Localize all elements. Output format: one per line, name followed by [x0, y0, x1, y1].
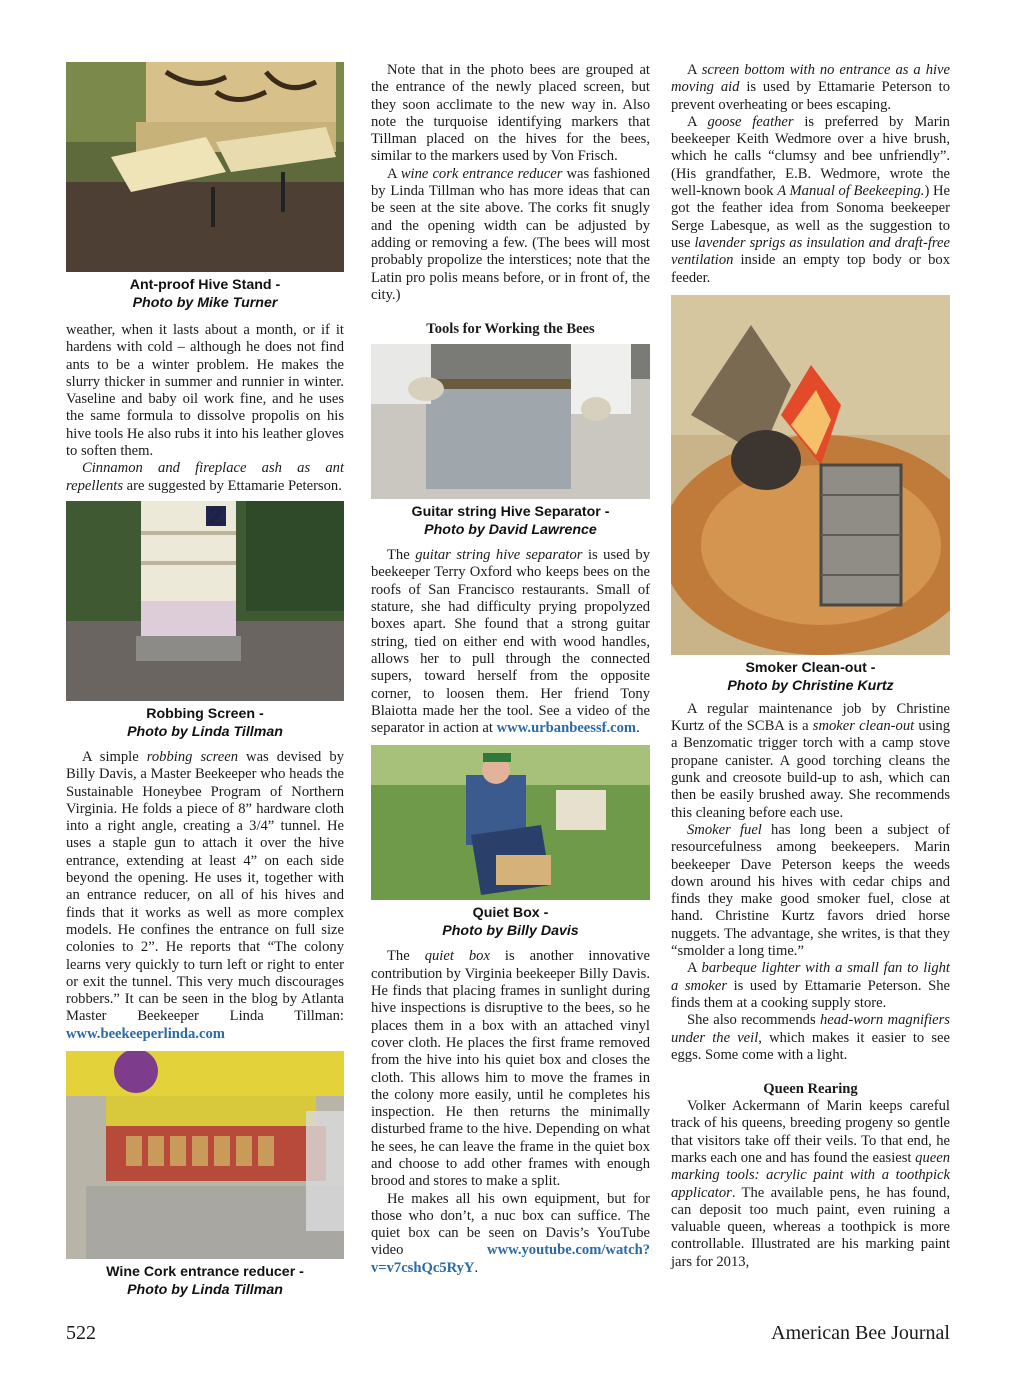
- emphasis: quiet box: [424, 948, 490, 965]
- photo-smoker-clean-out: [671, 295, 950, 655]
- paragraph-smoker-fuel: [671, 822, 950, 960]
- emphasis: smoker clean-out: [812, 718, 915, 735]
- text: is used by beekeeper Terry Oxford who keeps bees on the roofs of San Francisco restaurants. Small of stature, she had difficulty prying propolyzed boxes apart. She found that a strong guitar string, tied on either end with wood handles, allows her to pull through the connected supers, toward herself from the opposite corner, to loosen them. Her friend Tony Blaiotta made her the tool. See a video of the separator in action at: [371, 547, 651, 737]
- caption-smoker-clean-out: [671, 659, 950, 695]
- caption-credit: Photo by Linda Tillman: [127, 1282, 283, 1299]
- emphasis: Smoker fuel: [687, 821, 762, 838]
- paragraph: weather, when it lasts about a month, or if it hardens with cold – although he does not find ants to be a winter problem. He makes the slurry thicker in summer and runnier in winter. Vaseline and baby oil work fine, and he uses the same formula to dissolve propolis on his hive tools He also rubs it into his leather gloves to soften them.: [66, 322, 344, 460]
- text: is another innovative contribution by Virginia beekeeper Billy Davis. He finds that placing frames in sunlight during hive inspections is disruptive to the bees, so he places them in a box with an attached vinyl cover cloth. He places the first frame removed from the hive into his quiet box and closes the cloth. This allows him to move the frames in the colony more easily, until he completes his inspection. He then returns the minimally disturbed frame to the hive. Depending on what he sees, he can leave the frame in the quiet box and choose to add other frames with enough brood and stores to make a split.: [371, 948, 651, 1190]
- paragraph-queen-marking: [671, 1098, 950, 1271]
- emphasis: A Manual of Beekeeping.: [777, 183, 925, 200]
- section-heading-tools: Tools for Working the Bees: [426, 321, 595, 338]
- photo-ant-proof-hive-stand: [66, 62, 344, 272]
- emphasis: guitar string hive separator: [415, 547, 583, 564]
- photo-guitar-string-separator: [371, 344, 650, 499]
- paragraph-quiet-box: [371, 948, 650, 1190]
- emphasis: robbing screen: [146, 748, 238, 765]
- column-1: [66, 62, 344, 1299]
- emphasis: goose feather: [707, 113, 794, 130]
- paragraph-guitar-string: [371, 547, 650, 737]
- text: She also recommends: [687, 1012, 820, 1029]
- link-urbanbeessf[interactable]: www.urbanbeessf.com: [496, 720, 637, 737]
- paragraph-goose-feather: [671, 114, 950, 287]
- paragraph-wine-cork: [371, 166, 650, 304]
- text: is used by Ettamarie Peterson. She finds them at a cooking supply store.: [671, 977, 950, 1011]
- text: inside an empty top body or box feeder.: [671, 252, 950, 286]
- caption-credit: Photo by Billy Davis: [442, 923, 579, 940]
- section-heading-queen-rearing: Queen Rearing: [763, 1081, 858, 1098]
- text: The: [387, 948, 425, 965]
- figure-ant-proof-hive-stand: [66, 62, 344, 312]
- emphasis: head-worn magnifiers under the veil: [671, 1012, 950, 1046]
- caption-robbing-screen: [66, 705, 344, 741]
- text: . The available pens, he has found, can deposit too much paint, even ruining a valuable queen, whereas a toothpick is more controllable. Illustrated are his marking paint jars for 2013,: [671, 1184, 950, 1270]
- column-3: [671, 62, 950, 1271]
- text: , which makes it easier to see eggs. Some come with a light.: [671, 1029, 950, 1063]
- photo-robbing-screen: [66, 501, 344, 701]
- text: is preferred by Marin beekeeper Keith Wedmore over a hive brush, which he calls “clumsy and bee unfriendly”. (His grandfather, E.B. Wedmore, wrote the well-known book: [671, 113, 950, 200]
- text: was devised by Billy Davis, a Master Beekeeper who heads the Sustainable Honeybee Program of Northern Virginia. He folds a piece of 8” hardware cloth into a right angle, creating a 3/4” tunnel. He uses a staple gun to attach it over the hive entrance, extending at least 4” on each side beyond the opening. He uses it, together with an entrance reducer, on all of his hives and finds that it works as well as more complex models. He confines the entrance on full size colonies to 2”. He reports that “The colony learns very quickly to turn left or right to enter or exit the tunnel. This very much discourages robbers.” It can be seen in the blog by Atlanta Master Beekeeper Linda Tillman:: [66, 748, 344, 1025]
- caption-quiet-box: [371, 904, 650, 940]
- link-beekeeperlinda[interactable]: www.beekeeperlinda.com: [66, 1025, 225, 1042]
- paragraph-robbing-screen: [66, 749, 344, 1043]
- photo-quiet-box: [371, 745, 650, 900]
- paragraph-smoker-clean-out: [671, 701, 950, 822]
- figure-wine-cork-reducer: [66, 1051, 344, 1299]
- caption-title: Wine Cork entrance reducer -: [106, 1264, 304, 1281]
- photo-wine-cork-reducer: [66, 1051, 344, 1259]
- text: The: [387, 547, 416, 564]
- link-youtube-video[interactable]: www.youtube.com/watch?v=v7cshQc5RyY: [371, 1242, 650, 1276]
- text: A regular maintenance job by Christine Kurtz of the SCBA is a: [671, 700, 950, 735]
- caption-credit: Photo by Mike Turner: [132, 295, 278, 311]
- caption-title: Ant-proof Hive Stand -: [129, 277, 281, 293]
- paragraph-barbeque-lighter: [671, 960, 950, 1012]
- emphasis: barbeque lighter with a small fan to light a smoker: [671, 960, 950, 994]
- text: .: [636, 720, 640, 737]
- hive-number-label: 2: [208, 500, 223, 531]
- figure-quiet-box: [371, 745, 650, 940]
- text: A: [387, 165, 401, 182]
- caption-credit: Photo by David Lawrence: [424, 522, 597, 539]
- figure-guitar-string-separator: [371, 344, 650, 539]
- journal-title: American Bee Journal: [771, 1322, 950, 1344]
- figure-smoker-clean-out: [671, 295, 950, 695]
- paragraph-screen-bottom: [671, 62, 950, 114]
- text: using a Benzomatic trigger torch with a camp stove propane canister. A good torching cleans the gunk and creosote build-up to ash, which can then be easily brushed away. She recommends this cleaning before each use.: [671, 718, 950, 821]
- emphasis: screen bottom with no entrance as a hive moving aid: [671, 62, 950, 96]
- paragraph: [66, 460, 344, 495]
- text: A: [687, 960, 702, 977]
- text: A: [687, 62, 702, 78]
- caption-ant-proof-hive-stand: [66, 276, 344, 312]
- emphasis: lavender sprigs as insulation and draft-free ventilation: [671, 234, 950, 269]
- paragraph-equipment: [371, 1191, 650, 1277]
- caption-title: Guitar string Hive Separator -: [411, 504, 610, 521]
- caption-credit: Photo by Linda Tillman: [127, 723, 283, 740]
- caption-title: Quiet Box -: [472, 905, 549, 922]
- column-2: [371, 62, 650, 1277]
- text: ) He got the feather idea from Sonoma beekeeper Serge Labesque, as well as the suggestion to use: [671, 183, 950, 251]
- emphasis: Cinnamon and fireplace ash as ant repellents: [66, 460, 344, 494]
- emphasis: queen marking tools: acrylic paint with a toothpick applicator: [671, 1149, 950, 1201]
- page-number: 522: [66, 1322, 96, 1344]
- caption-credit: Photo by Christine Kurtz: [727, 677, 894, 694]
- text: was fashioned by Linda Tillman who has more ideas that can be seen at the site above. The corks fit snugly and the opening width can be adjusted by adding or removing a few. (The bees will most probably propolize the interstices; note that the Latin pro polis means before, or in front of, the city.): [371, 165, 650, 303]
- text: are suggested by Ettamarie Peterson.: [123, 477, 342, 494]
- text: A simple: [82, 748, 147, 765]
- paragraph: Note that in the photo bees are grouped at the entrance of the newly placed screen, but they soon acclimate to the new way in. Also note the turquoise identifying markers that Tillman placed on the hives for the bees, similar to the markers used by Von Frisch.: [371, 62, 650, 165]
- text: is used by Ettamarie Peterson to prevent overheating or bees escaping.: [671, 79, 950, 113]
- caption-guitar-string-separator: [371, 503, 650, 539]
- text: has long been a subject of resourcefulness among beekeepers. Marin beekeeper Dave Peterson keeps the weeds down around his hives with cedar chips and finds they make good smoker fuel, close at hand. Christine Kurtz favors dried horse nuggets. The advantage, she writes, is that they “smolder a long time.”: [671, 821, 950, 960]
- text: .: [474, 1259, 479, 1276]
- text: Volker Ackermann of Marin keeps careful track of his queens, breeding progeny so gentle that visitors take off their veils. To that end, he marks each one and has found the easiest: [671, 1098, 950, 1166]
- text: He makes all his own equipment, but for those who don’t, a nuc box can suffice. The quiet box can be seen on Davis’s YouTube video: [371, 1190, 650, 1259]
- paragraph-magnifiers: [671, 1012, 950, 1064]
- caption-wine-cork-reducer: [66, 1263, 344, 1299]
- caption-title: Robbing Screen -: [146, 705, 264, 722]
- emphasis: wine cork entrance reducer: [400, 165, 563, 182]
- text: A: [687, 113, 708, 130]
- figure-robbing-screen: [66, 501, 344, 741]
- caption-title: Smoker Clean-out -: [745, 659, 876, 676]
